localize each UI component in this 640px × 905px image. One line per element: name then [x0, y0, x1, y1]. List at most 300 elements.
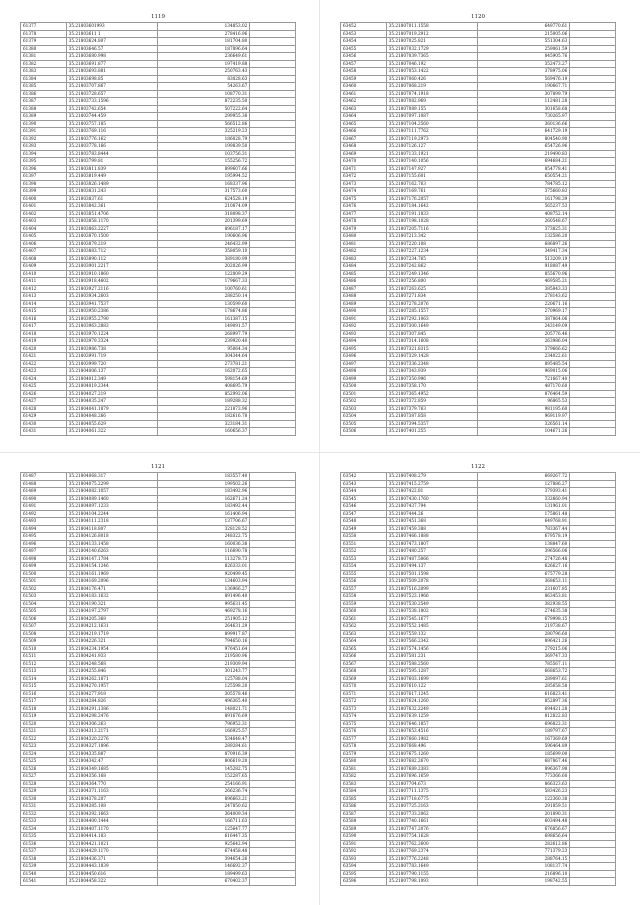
row-amount-cell: 221873.96	[158, 405, 250, 413]
row-code-cell: 35.21803842.361	[66, 203, 158, 211]
row-blank-cell	[570, 98, 616, 106]
row-id-cell: 61417	[21, 323, 67, 331]
row-amount-cell: 896663.21	[158, 795, 250, 803]
row-amount-cell: 698656.64	[478, 833, 570, 841]
table-row	[341, 735, 616, 743]
row-id-cell: 61413	[21, 293, 67, 301]
table-row	[21, 578, 296, 586]
row-id-cell: 61426	[21, 390, 67, 398]
row-id-cell: 63465	[341, 120, 387, 128]
row-id-cell: 61390	[21, 120, 67, 128]
row-code-cell: 35.21804298.2476	[66, 713, 158, 721]
row-id-cell: 61404	[21, 225, 67, 233]
row-blank-cell	[570, 593, 616, 601]
row-blank-cell	[250, 23, 296, 31]
table-row	[341, 293, 616, 301]
row-amount-cell: 668653.72	[478, 668, 570, 676]
row-code-cell: 35.21803970.1224	[66, 330, 158, 338]
row-code-cell: 35.21803950.2386	[66, 308, 158, 316]
row-code-cell: 35.21804255.846	[66, 668, 158, 676]
row-code-cell: 35.21807430.1760	[386, 495, 478, 503]
row-blank-cell	[250, 135, 296, 143]
row-id-cell: 61519	[21, 713, 67, 721]
row-amount-cell: 349417.34	[478, 248, 570, 256]
row-blank-cell	[570, 30, 616, 38]
row-code-cell: 35.21804205.368	[66, 615, 158, 623]
row-id-cell: 61400	[21, 195, 67, 203]
row-id-cell: 61410	[21, 270, 67, 278]
row-amount-cell: 626627.16	[478, 563, 570, 571]
row-code-cell: 35.21804450.616	[66, 870, 158, 878]
table-row	[21, 105, 296, 113]
row-amount-cell: 183492.44	[158, 503, 250, 511]
row-blank-cell	[570, 23, 616, 31]
row-code-cell: 35.21807147.927	[386, 165, 478, 173]
table-row	[21, 368, 296, 376]
table-row	[21, 690, 296, 698]
sheet-bottom-left	[20, 462, 296, 886]
table-row	[21, 540, 296, 548]
row-amount-cell: 186028.79	[158, 135, 250, 143]
row-blank-cell	[570, 75, 616, 83]
row-code-cell: 35.21804400.1444	[66, 818, 158, 826]
row-id-cell: 63502	[341, 398, 387, 406]
row-code-cell: 35.21804154.1246	[66, 563, 158, 571]
table-row	[21, 210, 296, 218]
row-amount-cell: 469585.21	[478, 278, 570, 286]
table-row	[21, 308, 296, 316]
row-amount-cell: 167369.69	[478, 735, 570, 743]
row-blank-cell	[250, 308, 296, 316]
row-code-cell: 35.21807234.765	[386, 255, 478, 263]
table-row	[341, 38, 616, 46]
row-blank-cell	[250, 128, 296, 136]
row-blank-cell	[570, 765, 616, 773]
table-row	[341, 473, 616, 481]
row-id-cell: 63464	[341, 113, 387, 121]
row-code-cell: 35.21807754.1628	[386, 833, 478, 841]
row-blank-cell	[250, 293, 296, 301]
table-row	[21, 83, 296, 91]
row-code-cell: 35.21807307.845	[386, 330, 478, 338]
row-code-cell: 35.21804429.1170	[66, 848, 158, 856]
row-amount-cell: 794650.16	[158, 638, 250, 646]
row-blank-cell	[570, 323, 616, 331]
row-blank-cell	[570, 585, 616, 593]
row-id-cell: 63564	[341, 638, 387, 646]
row-id-cell: 61386	[21, 90, 67, 98]
row-id-cell: 61412	[21, 285, 67, 293]
row-id-cell: 63592	[341, 848, 387, 856]
row-id-cell: 61392	[21, 135, 67, 143]
row-id-cell: 63503	[341, 405, 387, 413]
table-row	[341, 150, 616, 158]
row-code-cell: 35.21804378.207	[66, 795, 158, 803]
row-code-cell: 35.21803941.7537	[66, 300, 158, 308]
row-code-cell: 35.21804212.1631	[66, 623, 158, 631]
row-blank-cell	[570, 90, 616, 98]
row-id-cell: 63551	[341, 540, 387, 548]
row-amount-cell: 796952.31	[158, 720, 250, 728]
row-blank-cell	[570, 728, 616, 736]
row-amount-cell: 187896.64	[158, 45, 250, 53]
row-amount-cell: 670402.37	[158, 878, 250, 886]
row-code-cell: 35.21803986.738	[66, 345, 158, 353]
row-code-cell: 35.21804068.317	[66, 473, 158, 481]
row-code-cell: 35.21804407.1170	[66, 825, 158, 833]
table-row	[341, 45, 616, 53]
row-blank-cell	[250, 600, 296, 608]
table-row	[21, 338, 296, 346]
table-row	[341, 225, 616, 233]
page-number: 1122	[471, 464, 485, 470]
row-code-cell: 35.21804284.826	[66, 698, 158, 706]
row-amount-cell: 566512.86	[158, 120, 250, 128]
table-row	[21, 548, 296, 556]
row-blank-cell	[570, 878, 616, 886]
row-blank-cell	[570, 330, 616, 338]
row-code-cell: 35.21804342.47	[66, 758, 158, 766]
row-blank-cell	[250, 698, 296, 706]
row-amount-cell: 146692.37	[158, 863, 250, 871]
row-blank-cell	[570, 195, 616, 203]
row-code-cell: 35.21807343.939	[386, 368, 478, 376]
row-amount-cell: 676856.67	[478, 825, 570, 833]
table-row	[341, 383, 616, 391]
row-amount-cell: 694684.21	[478, 158, 570, 166]
row-blank-cell	[250, 758, 296, 766]
row-code-cell: 35.21803927.2116	[66, 285, 158, 293]
row-id-cell: 63553	[341, 555, 387, 563]
table-row	[341, 75, 616, 83]
row-blank-cell	[570, 833, 616, 841]
row-id-cell: 61406	[21, 240, 67, 248]
row-id-cell: 61431	[21, 428, 67, 436]
row-blank-cell	[570, 345, 616, 353]
table-row	[341, 248, 616, 256]
row-id-cell: 61405	[21, 233, 67, 241]
row-blank-cell	[570, 135, 616, 143]
row-code-cell: 35.21807329.1428	[386, 353, 478, 361]
row-code-cell: 35.21804385.108	[66, 803, 158, 811]
row-amount-cell: 285658.58	[478, 683, 570, 691]
row-blank-cell	[250, 233, 296, 241]
row-code-cell: 35.21807437.794	[386, 503, 478, 511]
row-code-cell: 35.21804241.933	[66, 653, 158, 661]
row-amount-cell: 168337.96	[158, 180, 250, 188]
row-id-cell: 63557	[341, 585, 387, 593]
row-code-cell: 35.21803778.166	[66, 143, 158, 151]
row-code-cell: 35.21807617.1245	[386, 690, 478, 698]
row-blank-cell	[570, 518, 616, 526]
row-amount-cell: 161406.94	[158, 510, 250, 518]
row-id-cell: 61527	[21, 773, 67, 781]
row-id-cell: 63453	[341, 30, 387, 38]
row-amount-cell: 616823.41	[478, 690, 570, 698]
row-id-cell: 63549	[341, 525, 387, 533]
row-blank-cell	[570, 863, 616, 871]
row-blank-cell	[250, 195, 296, 203]
table-row	[341, 810, 616, 818]
row-blank-cell	[570, 83, 616, 91]
row-amount-cell: 219309.94	[158, 660, 250, 668]
row-amount-cell: 305578.46	[158, 690, 250, 698]
row-code-cell: 35.21807523.1966	[386, 593, 478, 601]
row-id-cell: 61407	[21, 248, 67, 256]
row-amount-cell: 866323.63	[478, 780, 570, 788]
table-row	[341, 773, 616, 781]
row-amount-cell: 694421.28	[478, 705, 570, 713]
row-code-cell: 35.21803883.712	[66, 248, 158, 256]
row-blank-cell	[250, 300, 296, 308]
row-code-cell: 35.21807444.26	[386, 510, 478, 518]
row-code-cell: 35.21804248.568	[66, 660, 158, 668]
row-id-cell: 61538	[21, 855, 67, 863]
row-blank-cell	[250, 788, 296, 796]
table-row	[341, 683, 616, 691]
row-amount-cell: 152287.65	[158, 773, 250, 781]
row-blank-cell	[570, 473, 616, 481]
table-row	[21, 293, 296, 301]
row-blank-cell	[250, 840, 296, 848]
row-blank-cell	[250, 165, 296, 173]
row-blank-cell	[570, 690, 616, 698]
row-code-cell: 35.21804356.168	[66, 773, 158, 781]
row-code-cell: 35.21804313.2171	[66, 728, 158, 736]
row-id-cell: 61512	[21, 660, 67, 668]
ledger-table	[20, 22, 296, 436]
row-code-cell: 35.21804277.918	[66, 690, 158, 698]
row-id-cell: 61394	[21, 150, 67, 158]
row-code-cell: 35.21807111.7762	[386, 128, 478, 136]
row-id-cell: 61425	[21, 383, 67, 391]
row-code-cell: 35.21803757.185	[66, 120, 158, 128]
row-blank-cell	[570, 750, 616, 758]
row-blank-cell	[570, 638, 616, 646]
row-code-cell: 35.21804035.247	[66, 398, 158, 406]
row-id-cell: 61415	[21, 308, 67, 316]
row-id-cell: 63500	[341, 383, 387, 391]
row-amount-cell: 182616.78	[158, 413, 250, 421]
row-id-cell: 61524	[21, 750, 67, 758]
row-id-cell: 61395	[21, 158, 67, 166]
row-amount-cell: 268997.79	[158, 330, 250, 338]
table-row	[21, 38, 296, 46]
row-blank-cell	[250, 608, 296, 616]
row-blank-cell	[250, 540, 296, 548]
row-id-cell: 61411	[21, 278, 67, 286]
row-blank-cell	[570, 855, 616, 863]
row-blank-cell	[250, 518, 296, 526]
row-blank-cell	[250, 255, 296, 263]
row-blank-cell	[250, 188, 296, 196]
row-code-cell: 35.21804414.183	[66, 833, 158, 841]
row-amount-cell: 190667.71	[478, 83, 570, 91]
row-id-cell: 63456	[341, 53, 387, 61]
row-amount-cell: 254166.91	[158, 780, 250, 788]
row-blank-cell	[570, 173, 616, 181]
table-row	[341, 833, 616, 841]
row-code-cell: 35.21804219.1719	[66, 630, 158, 638]
row-id-cell: 63544	[341, 488, 387, 496]
table-row	[341, 765, 616, 773]
row-blank-cell	[570, 293, 616, 301]
row-amount-cell: 219490.83	[478, 150, 570, 158]
row-code-cell: 35.21807039.7365	[386, 53, 478, 61]
row-id-cell: 61377	[21, 23, 67, 31]
row-code-cell: 35.21807292.1063	[386, 315, 478, 323]
table-row	[21, 375, 296, 383]
row-code-cell: 35.21803858.1170	[66, 218, 158, 226]
table-row	[341, 578, 616, 586]
row-id-cell: 61401	[21, 203, 67, 211]
row-code-cell: 35.21807494.137	[386, 563, 478, 571]
row-id-cell: 63594	[341, 863, 387, 871]
row-blank-cell	[570, 548, 616, 556]
row-code-cell: 35.21803910.1860	[66, 270, 158, 278]
table-row	[21, 825, 296, 833]
row-code-cell: 35.21804082.1057	[66, 488, 158, 496]
row-amount-cell: 130599.60	[158, 300, 250, 308]
row-amount-cell: 899607.66	[158, 165, 250, 173]
row-blank-cell	[250, 803, 296, 811]
table-row	[21, 818, 296, 826]
row-id-cell: 61510	[21, 645, 67, 653]
page-number: 1120	[471, 14, 485, 20]
row-id-cell: 61388	[21, 105, 67, 113]
table-row	[21, 525, 296, 533]
row-amount-cell: 332660.94	[478, 495, 570, 503]
row-blank-cell	[570, 38, 616, 46]
row-blank-cell	[250, 653, 296, 661]
row-blank-cell	[570, 263, 616, 271]
row-blank-cell	[570, 720, 616, 728]
row-blank-cell	[570, 825, 616, 833]
row-amount-cell: 195994.52	[158, 173, 250, 181]
row-amount-cell: 394654.26	[158, 855, 250, 863]
row-amount-cell: 125598.20	[158, 683, 250, 691]
row-amount-cell: 160656.37	[158, 428, 250, 436]
row-amount-cell: 317573.60	[158, 188, 250, 196]
row-blank-cell	[250, 563, 296, 571]
row-code-cell: 35.21807530.2549	[386, 600, 478, 608]
row-id-cell: 61421	[21, 353, 67, 361]
table-row	[21, 488, 296, 496]
page-number: 1119	[151, 14, 165, 20]
row-blank-cell	[250, 570, 296, 578]
row-code-cell: 35.21803693.881	[66, 68, 158, 76]
row-amount-cell: 783367.44	[478, 525, 570, 533]
table-row	[341, 518, 616, 526]
row-code-cell: 35.21807566.2342	[386, 638, 478, 646]
row-blank-cell	[250, 863, 296, 871]
row-code-cell: 35.21804089.1460	[66, 495, 158, 503]
table-row	[21, 300, 296, 308]
row-code-cell: 35.21804147.1784	[66, 555, 158, 563]
row-blank-cell	[250, 60, 296, 68]
table-row	[21, 608, 296, 616]
row-code-cell: 35.21807278.2076	[386, 300, 478, 308]
table-row	[341, 878, 616, 886]
table-row	[341, 375, 616, 383]
row-amount-cell: 199502.26	[158, 480, 250, 488]
row-blank-cell	[250, 38, 296, 46]
row-code-cell: 35.21807559.132	[386, 630, 478, 638]
row-id-cell: 63480	[341, 233, 387, 241]
row-amount-cell: 190606.96	[158, 233, 250, 241]
row-amount-cell: 583426.23	[478, 788, 570, 796]
row-id-cell: 63571	[341, 690, 387, 698]
row-code-cell: 35.21804055.629	[66, 420, 158, 428]
row-code-cell: 35.21803901.2217	[66, 263, 158, 271]
table-row	[341, 60, 616, 68]
row-code-cell: 35.21804327.1896	[66, 743, 158, 751]
table-row	[341, 563, 616, 571]
row-blank-cell	[250, 30, 296, 38]
row-amount-cell: 364009.34	[158, 810, 250, 818]
row-amount-cell: 189288.32	[158, 398, 250, 406]
row-amount-cell: 243149.09	[478, 323, 570, 331]
row-amount-cell: 131961.01	[478, 503, 570, 511]
row-id-cell: 61399	[21, 188, 67, 196]
row-id-cell: 61380	[21, 45, 67, 53]
row-blank-cell	[570, 60, 616, 68]
row-code-cell: 35.21807119.2973	[386, 135, 478, 143]
row-blank-cell	[250, 68, 296, 76]
row-id-cell: 63487	[341, 285, 387, 293]
row-amount-cell: 863453.81	[478, 593, 570, 601]
row-blank-cell	[570, 503, 616, 511]
row-id-cell: 63506	[341, 428, 387, 436]
row-id-cell: 61379	[21, 38, 67, 46]
table-row	[341, 495, 616, 503]
row-blank-cell	[570, 743, 616, 751]
row-id-cell: 63584	[341, 788, 387, 796]
row-code-cell: 35.21807379.763	[386, 405, 478, 413]
table-row	[341, 330, 616, 338]
row-id-cell: 63575	[341, 720, 387, 728]
row-id-cell: 63492	[341, 323, 387, 331]
table-row	[21, 323, 296, 331]
row-code-cell: 35.21807126.127	[386, 143, 478, 151]
table-row	[21, 668, 296, 676]
row-amount-cell: 389180.99	[158, 255, 250, 263]
table-row	[21, 330, 296, 338]
table-row	[341, 270, 616, 278]
row-blank-cell	[570, 818, 616, 826]
row-code-cell: 35.21807169.761	[386, 188, 478, 196]
row-code-cell: 35.21807769.2374	[386, 848, 478, 856]
row-amount-cell: 730265.97	[478, 113, 570, 121]
row-id-cell: 63473	[341, 180, 387, 188]
row-id-cell: 61503	[21, 593, 67, 601]
row-id-cell: 61495	[21, 533, 67, 541]
row-amount-cell: 116690.78	[158, 548, 250, 556]
row-blank-cell	[570, 188, 616, 196]
table-row	[21, 833, 296, 841]
row-code-cell: 35.21803680.998	[66, 53, 158, 61]
row-blank-cell	[570, 675, 616, 683]
row-id-cell: 63494	[341, 338, 387, 346]
row-code-cell: 35.21807790.1155	[386, 870, 478, 878]
table-row	[341, 68, 616, 76]
row-code-cell: 35.21807336.2348	[386, 360, 478, 368]
row-code-cell: 35.21807466.1888	[386, 533, 478, 541]
table-row	[341, 863, 616, 871]
table-row	[21, 188, 296, 196]
row-code-cell: 35.21807711.1375	[386, 788, 478, 796]
row-id-cell: 63593	[341, 855, 387, 863]
